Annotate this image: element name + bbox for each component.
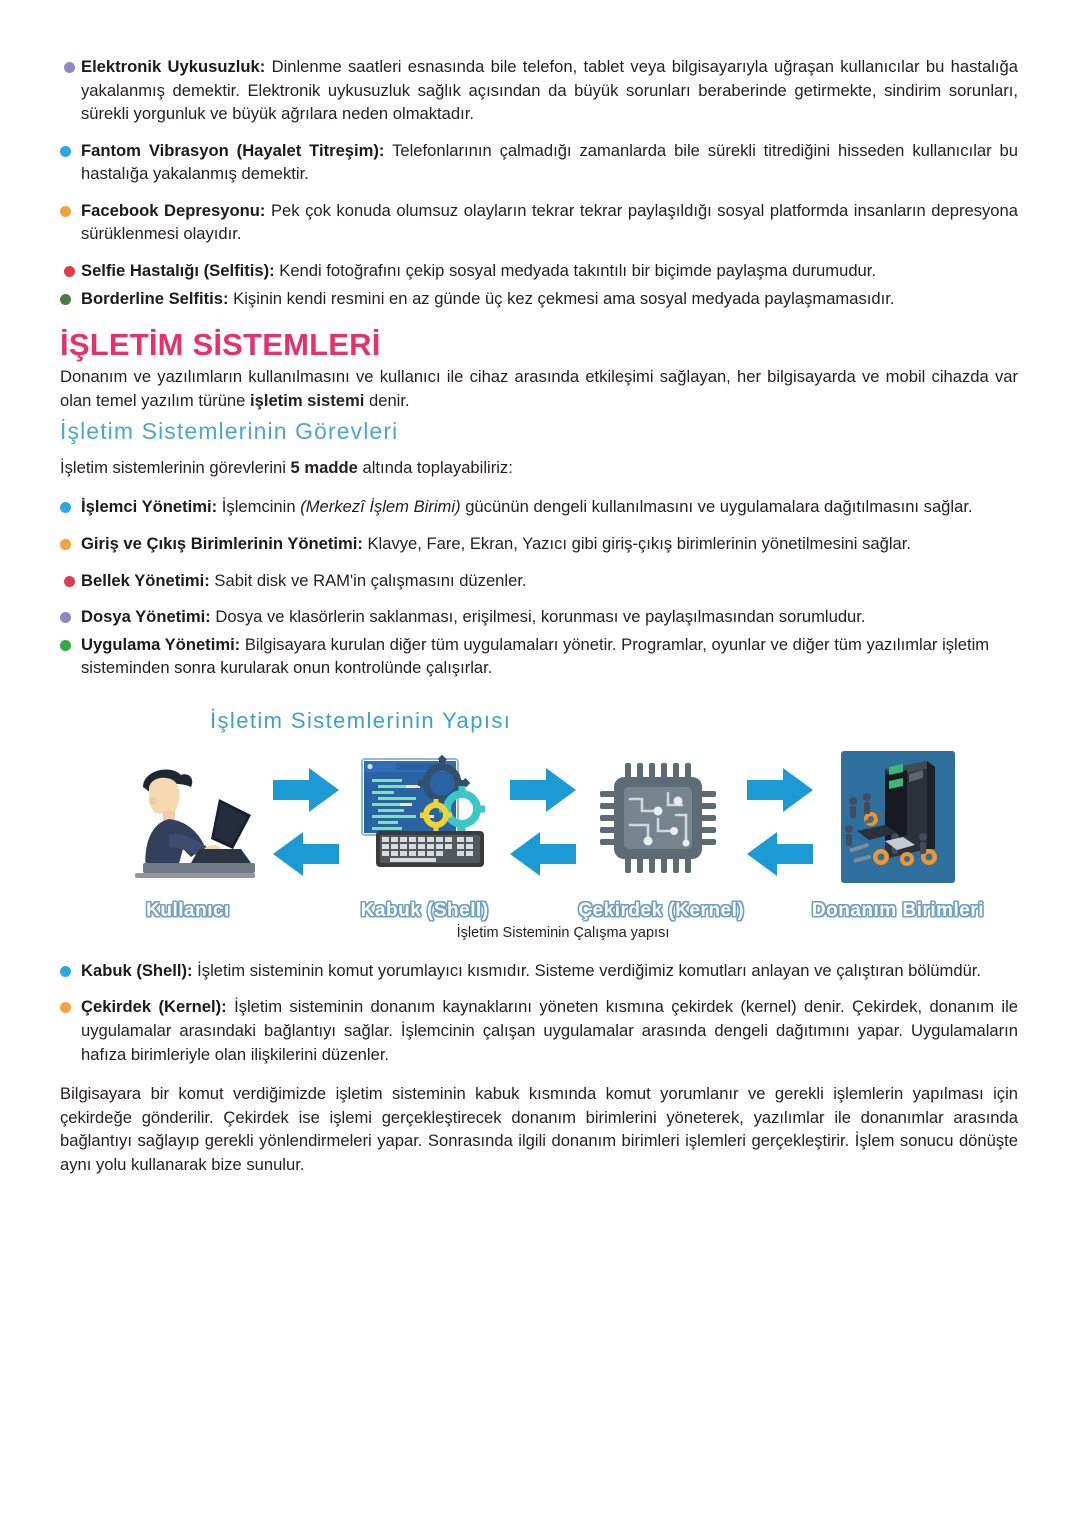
figure-node-user <box>113 748 263 922</box>
figure-caption: İşletim Sisteminin Çalışma yapısı <box>456 924 670 941</box>
node-label: Kullanıcı <box>146 899 230 921</box>
bullet-dot-red <box>64 576 75 587</box>
bullet-dot-purple <box>60 612 71 623</box>
bullet-dot-cyan <box>60 502 71 513</box>
arrow-right-icon <box>508 766 578 814</box>
task-item <box>60 633 1018 680</box>
list-item-body: Kişinin kendi resmini en az günde üç kez çekmesi ama sosyal medyada paylaşmamasıdır. <box>228 288 895 308</box>
task-body-italic: (Merkezî İşlem Birimi) <box>300 497 461 517</box>
tasks-intro <box>60 456 1018 480</box>
figure-flow <box>113 748 985 922</box>
task-body-pre: Dosya ve klasörlerin saklanması, erişilmesi, korunması ve paylaşılmasından sorumludur. <box>210 607 866 627</box>
list-item-lead: Selfie Hastalığı (Selfitis): <box>81 260 275 280</box>
tasks-intro-part1: İşletim sistemlerinin görevlerini <box>60 457 291 477</box>
computer-hardware-icon <box>823 748 973 888</box>
cpu-chip-icon <box>586 748 736 888</box>
list-item <box>60 55 1018 126</box>
task-body-pre: Sabit disk ve RAM'in çalışmasını düzenler. <box>209 570 527 590</box>
list-item-lead: Facebook Depresyonu: <box>81 200 266 220</box>
list-item-body: İşletim sisteminin komut yorumlayıcı kısmıdır. Sisteme verdiğimiz komutları anlayan ve çalıştıran bölümdür. <box>192 960 982 980</box>
bullet-dot-orange <box>60 206 71 217</box>
task-item <box>60 495 1018 519</box>
task-item <box>60 532 1018 556</box>
list-item-lead: Kabuk (Shell): <box>81 960 193 980</box>
list-item-body: Pek çok konuda olumsuz olayların tekrar tekrar paylaşıldığı sosyal platformda insanların depresyona sürüklenmesi olayıdır. <box>81 200 1018 244</box>
bullet-dot-dark-green <box>60 294 71 305</box>
task-item <box>60 569 1018 593</box>
task-body-post: gücünün dengeli kullanılmasını ve uygulamalara dağıtılmasını sağlar. <box>460 497 973 517</box>
task-lead: İşlemci Yönetimi: <box>81 497 218 517</box>
arrow-left-icon <box>745 830 815 878</box>
page-title: İŞLETİM SİSTEMLERİ <box>60 327 381 363</box>
list-item-body: İşletim sisteminin donanım kaynaklarını yöneten kısmına çekirdek (kernel) denir. Çekirdek, donanım ile uygulamalar arasındaki bağlantıyı sağlar. İşlemcinin çalışan uygulamalar arasında dengeli dağıtımını yapar. Uygulamaların hafıza birimleriyle olan ilişkilerini düzenler. <box>81 997 1018 1064</box>
bullet-dot-orange <box>60 1002 71 1013</box>
bullet-dot-green <box>60 640 71 651</box>
task-body-pre: İşlemcinin <box>217 497 301 517</box>
arrow-right-icon <box>745 766 815 814</box>
task-item <box>60 605 1018 629</box>
figure-arrow-pair <box>267 748 345 878</box>
bullet-dot-cyan <box>60 146 71 157</box>
bullet-dot-red <box>64 266 75 277</box>
bullet-dot-purple <box>64 62 75 73</box>
list-item-lead: Fantom Vibrasyon (Hayalet Titreşim): <box>81 140 385 160</box>
terminal-keyboard-gears-icon <box>350 748 500 888</box>
list-item-body: Kendi fotoğrafını çekip sosyal medyada takıntılı bir biçimde paylaşma durumudur. <box>274 260 877 280</box>
os-intro-part2: denir. <box>364 390 410 410</box>
os-intro-part1: Donanım ve yazılımların kullanılmasını ve kullanıcı ile cihaz arasında etkileşimi sağlayan, her bilgisayarda ve mobil cihazda var olan temel yazılım türüne <box>60 367 1018 410</box>
list-item-lead: Elektronik Uykusuzluk: <box>81 57 266 76</box>
bullet-dot-cyan <box>60 966 71 977</box>
figure-arrow-pair <box>741 748 819 878</box>
task-lead: Uygulama Yönetimi: <box>81 634 241 654</box>
figure-arrow-pair <box>504 748 582 878</box>
social-media-disorders-list <box>60 55 1018 310</box>
arrow-right-icon <box>271 766 341 814</box>
os-intro-bold: işletim sistemi <box>250 390 365 410</box>
task-lead: Bellek Yönetimi: <box>81 570 210 590</box>
list-item-lead: Çekirdek (Kernel): <box>81 997 227 1017</box>
closing-paragraph: Bilgisayara bir komut verdiğimizde işletim sisteminin kabuk kısmında komut yorumlanır ve gerekli işlemlerin yapılması için çekirdeğe gönderilir. Çekirdek ise işlemi gerçekleştirecek donanım birimlerini yöneterek, yazılımlar ile donanımlar arasında bağlantıyı sağlayıp gerekli yönlendirmeleri yapar. Sonrasında ilgili donanım birimleri işlemleri gerçekleştirir. İşlem sonucu dönüşte aynı yolu kullanarak bize sunulur. <box>60 1084 1018 1174</box>
task-lead: Giriş ve Çıkış Birimlerinin Yönetimi: <box>81 534 363 553</box>
bullet-dot-orange <box>60 539 71 550</box>
task-body-pre: Klavye, Fare, Ekran, Yazıcı gibi giriş-çıkış birimlerinin yönetilmesini sağlar. <box>362 534 911 553</box>
user-at-laptop-icon <box>113 748 263 888</box>
task-lead: Dosya Yönetimi: <box>81 607 211 627</box>
list-item <box>60 287 1018 311</box>
shell-kernel-list <box>60 959 1018 1177</box>
figure-node-kernel <box>578 748 745 922</box>
list-item <box>60 959 1018 983</box>
figure-title: İşletim Sistemlerinin Yapısı <box>210 707 512 733</box>
node-label: Çekirdek (Kernel) <box>578 899 745 921</box>
os-tasks-list <box>60 495 1018 679</box>
list-item-body: Telefonlarının çalmadığı zamanlarda bile sürekli titrediğini hisseden kullanıcılar bu hastalığa yakalanmış demektir. <box>81 140 1018 184</box>
list-item <box>60 139 1018 186</box>
tasks-intro-bold: 5 madde <box>290 457 358 477</box>
task-body-pre: Bilgisayara kurulan diğer tüm uygulamaları yönetir. Programlar, oyunlar ve diğer tüm yazılımlar işletim sisteminden sonra kurularak onun kontrolünde çalışırlar. <box>81 634 990 678</box>
node-label: Donanım Birimleri <box>811 899 985 921</box>
list-item-lead: Borderline Selfitis: <box>81 288 229 308</box>
list-item <box>60 259 1018 283</box>
section-subtitle: İşletim Sistemlerinin Görevleri <box>60 418 399 445</box>
tasks-intro-part2: altında toplayabiliriz: <box>357 457 513 477</box>
list-item <box>60 199 1018 246</box>
figure-node-shell <box>350 748 500 922</box>
node-label: Kabuk (Shell) <box>360 899 489 921</box>
list-item-body: Dinlenme saatleri esnasında bile telefon, tablet veya bilgisayarıyla uğraşan kullanıcılar bu hastalığa yakalanmış demektir. Elektronik uykusuzluk sağlık açısından da büyük sorunları beraberinde getirmekte, sindirim sorunları, sürekli yorgunluk ve büyük ağrılara neden olmaktadır. <box>81 57 1018 124</box>
os-intro-paragraph <box>60 365 1018 412</box>
arrow-left-icon <box>271 830 341 878</box>
figure-node-hardware <box>811 748 985 922</box>
os-structure-figure <box>105 708 1005 941</box>
arrow-left-icon <box>508 830 578 878</box>
list-item <box>60 995 1018 1066</box>
